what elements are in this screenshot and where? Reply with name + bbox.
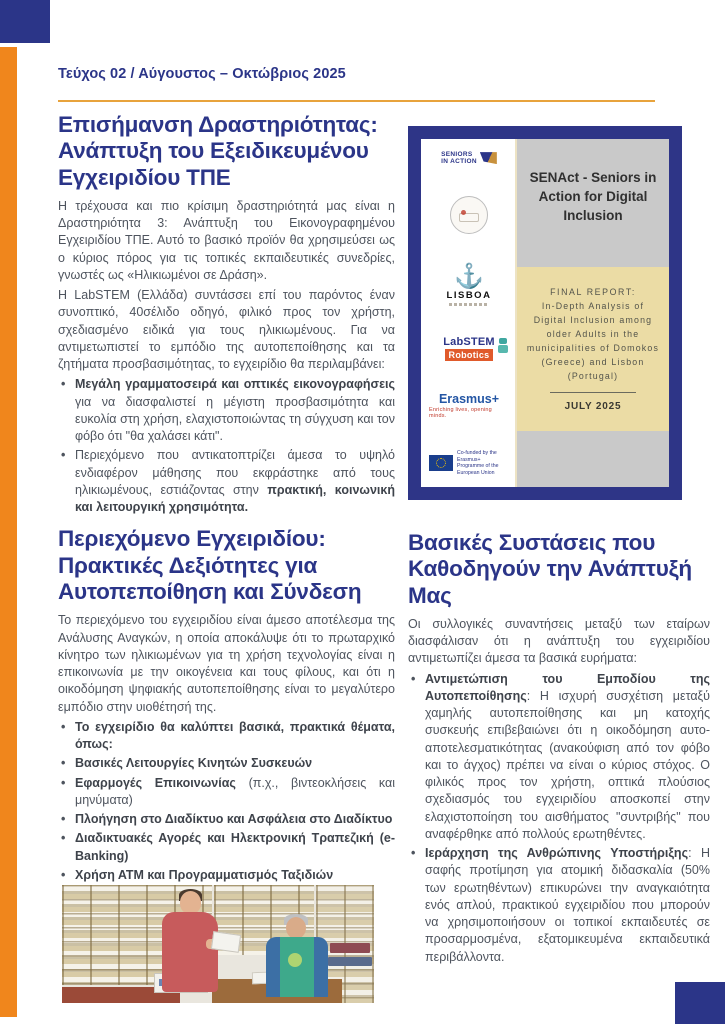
cover-date: JULY 2025: [564, 401, 622, 413]
erasmus-logo: Erasmus+ Enriching lives, opening minds.: [429, 392, 500, 420]
bullet-item: • Πλοήγηση στο Διαδίκτυο και Ασφάλεια στο Διαδίκτυο: [58, 811, 395, 828]
labstem-logo: LabSTEM Robotics: [443, 336, 495, 361]
bullet-list: [58, 376, 395, 516]
article-title: Επισήμανση Δραστηριότητας: Ανάπτυξη του Εξειδικευμένου Εγχειριδίου ΤΠΕ: [58, 112, 378, 190]
lisboa-caption-lines: [449, 303, 489, 306]
seated-man-figure: [258, 917, 338, 1003]
eu-flag-icon: [429, 455, 453, 471]
standing-man-figure: [154, 891, 224, 1003]
papers-in-hand: [211, 931, 241, 953]
paragraph: Η τρέχουσα και πιο κρίσιμη δραστηριότητά μας είναι η Δραστηριότητα 3: Ανάπτυξη του Εικονογραφημένου Εγχειριδίου ΤΠΕ. Αυτό το βασικό προϊόν θα χρησιμεύσει ως ο κύριος πόρος για τις τοπικές εκπαιδευτικές συνεδρίες, γνωστές ως «Ηλικιωμένοι σε Δράση».: [58, 198, 395, 282]
article-recommendations: [408, 530, 710, 966]
article-title: Βασικές Συστάσεις που Καθοδηγούν την Ανάπτυξή Μας: [408, 530, 692, 608]
lisboa-logo: ⚓ LISBOA: [447, 265, 492, 306]
bullet-item: • Αντιμετώπιση του Εμποδίου της Αυτοπεποίθησης: Η ισχυρή συσχέτιση μεταξύ χαμηλής αυτοπεποίθησης και μη κατοχής συσκευής επιβεβαιώνει ότι η οικοδόμηση αυτο-αποτελεσματικότητας (ανακούφιση από τον φόβο και το άγχος) πρέπει να είναι ο κύριος στόχος. Ο φιλικός προς τον χρήστη, οπτικά πλούσιος σχεδιασμός του εγχειριδίου αποσκοπεί στην ελαχιστοποίηση του αισθήματος "συντριβής" που αναφέρθηκε από πολλούς ερωτηθέντες.: [408, 671, 710, 844]
bullet-item: • Το εγχειρίδιο θα καλύπτει βασικά, πρακτικά θέματα, όπως:: [58, 719, 395, 754]
head: [286, 917, 306, 939]
paragraph: Οι συλλογικές συναντήσεις μεταξύ των εταίρων διασφάλισαν ότι η ανάπτυξη του εγχειριδίου αντιμετωπίζει άμεσα τα βασικά ευρήματα:: [408, 616, 710, 666]
bullet-list: [408, 671, 710, 966]
anchor-icon: ⚓: [454, 262, 484, 290]
office-photo: [62, 885, 374, 1003]
bullet-item: • Μεγάλη γραμματοσειρά και οπτικές εικονογραφήσεις για να διασφαλιστεί η μέγιστη προσβασιμότητα και ευκολία στη χρήση, ελαχιστοποιώντας τη σύγχυση και τον φόβο ότι "θα χαλάσει κάτι".: [58, 376, 395, 445]
eu-cofunded-caption: Co-funded by the Erasmus+ Programme of the European Union: [457, 449, 499, 477]
cover-report-panel: [517, 267, 669, 431]
eu-cofunded-logo: [429, 450, 509, 477]
bullet-item: • Διαδικτυακές Αγορές και Ηλεκτρονική Τραπεζική (e-Banking): [58, 830, 395, 865]
cover-divider: [550, 392, 636, 393]
cover-title: SENAct - Seniors in Action for Digital Inclusion: [517, 139, 669, 267]
article-title: Περιεχόμενο Εγχειριδίου: Πρακτικές Δεξιότητες για Αυτοπεποίθηση και Σύνδεση: [58, 526, 362, 605]
cover-logos-column: [421, 139, 517, 487]
corner-accent-square: [0, 0, 50, 43]
bullet-item: • Χρήση ΑΤΜ και Προγραμματισμός Ταξιδιών: [58, 867, 395, 884]
left-column: [58, 112, 395, 888]
red-polo-torso: [162, 912, 218, 992]
seniors-in-action-logo: SENIORS IN ACTION: [441, 151, 497, 165]
paragraph: Η LabSTEM (Ελλάδα) συντάσσει επί του παρόντος έναν συνοπτικό, 40σέλιδο οδηγό, φιλικό προς τον χρήστη, σχεδιασμένο ειδικά για τους ηλικιωμένους. Για να αντιμετωπιστεί το εμπόδιο της αυτοπεποίθησης και τα ζητήματα προσβασιμότητας, το εγχειρίδιο θα περιλαμβάνει:: [58, 288, 395, 372]
bullet-item: • Περιεχόμενο που αντικατοπτρίζει άμεσα το υψηλό ενδιαφέρον μάθησης που εκφράστηκε από τους ηλικιωμένους, εστιάζοντας στην πρακτική, κοινωνική και λειτουργική χρησιμότητα.: [58, 447, 395, 516]
header-rule: [58, 100, 655, 102]
right-column: [408, 126, 710, 970]
article-handbook-content: [58, 526, 395, 884]
tshirt-print: [288, 953, 302, 967]
municipal-seal-icon: [450, 196, 488, 234]
bullet-item: • Ιεράρχηση της Ανθρώπινης Υποστήριξης: Η σαφής προτίμηση για ατομική διδασκαλία (50% των ερωτηθέντων) επικυρώνει την αναγκαιότητα ενός απλού, πρακτικού εγχειριδίου που μπορούν να χρησιμοποιήσουν οι τοπικοί εκπαιδευτές σε προσαρμοσμένα, εξατομικευμένα εκπαιδευτικά περιβάλλοντα.: [408, 845, 710, 966]
seniors-flag-icon: [480, 152, 497, 164]
bullet-list: [58, 719, 395, 884]
issue-line: Τεύχος 02 / Αύγουστος – Οκτώβριος 2025: [58, 66, 346, 82]
report-cover: [408, 126, 682, 500]
jacket-tshirt-torso: [266, 937, 328, 997]
bottom-corner-square: [675, 982, 725, 1024]
final-report-label: FINAL REPORT:: [550, 287, 636, 297]
bullet-item: • Εφαρμογές Επικοινωνίας (π.χ., βιντεοκλήσεις και μηνύματα): [58, 775, 395, 810]
bullet-item: • Βασικές Λειτουργίες Κινητών Συσκευών: [58, 755, 395, 772]
article-activity-highlight: [58, 112, 395, 516]
robot-icon: [498, 338, 508, 354]
side-accent-bar: [0, 47, 17, 1017]
final-report-body: In-Depth Analysis of Digital Inclusion among older Adults in the municipalities of Domokos (Greece) and Lisbon (Portugal): [526, 301, 660, 382]
head: [180, 891, 201, 914]
paragraph: Το περιεχόμενο του εγχειριδίου είναι άμεσο αποτέλεσμα της Ανάλυσης Αναγκών, η οποία αποκάλυψε ότι το πρωταρχικό κίνητρο των ηλικιωμένων για τη χρήση τεχνολογίας είναι η επικοινωνία με την οικογένεια και τους φίλους, και ότι η οικοδόμηση ψηφιακής αυτοπεποίθησης είναι το μεγαλύτερο εμπόδιο στην υιοθέτησή της.: [58, 613, 395, 714]
